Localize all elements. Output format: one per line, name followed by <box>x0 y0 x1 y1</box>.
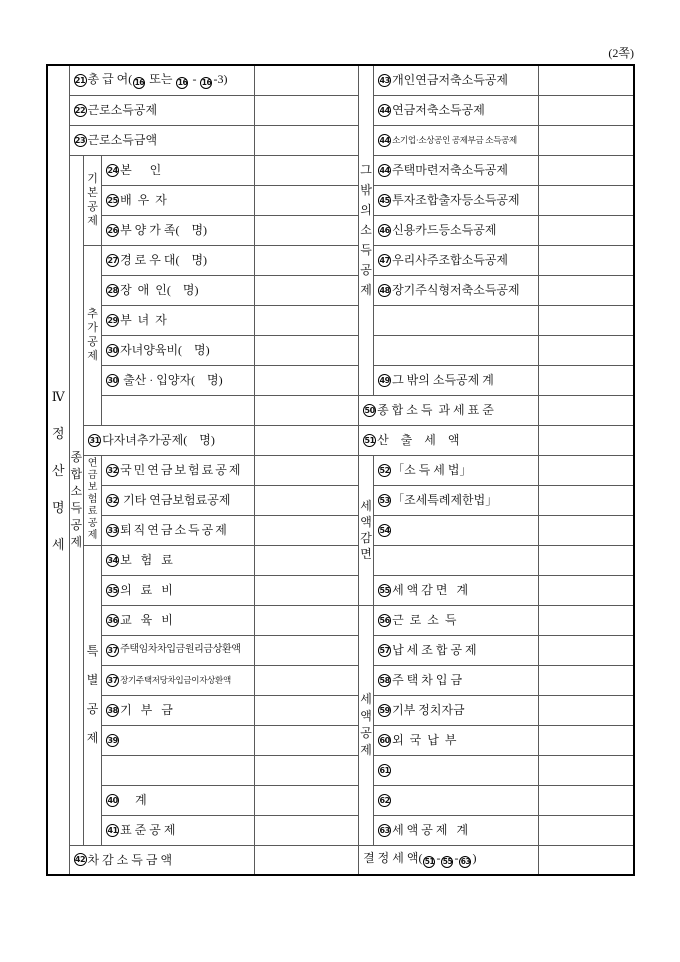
item-32-label <box>102 455 255 485</box>
circled-number-53-icon: 53 <box>379 495 390 505</box>
item-37-value <box>255 635 359 665</box>
item-59-value <box>539 695 634 725</box>
circled-number-36-icon: 36 <box>107 615 118 625</box>
item-60-label <box>374 725 539 755</box>
circled-number-38-icon: 38 <box>107 705 118 715</box>
item-24-label <box>102 155 255 185</box>
circled-number-30-icon: 30 <box>107 375 118 385</box>
settlement-sheet <box>46 64 635 876</box>
item-28-value <box>255 275 359 305</box>
item-label-text: 기 부 금 <box>120 703 173 717</box>
item-39-label <box>102 725 255 755</box>
item-41-value <box>255 815 359 845</box>
item-36-label <box>102 605 255 635</box>
item-33-label <box>102 515 255 545</box>
circled-number-16-icon: 16 <box>134 77 144 87</box>
circled-number-63-icon: 63 <box>379 825 390 835</box>
item-53-value <box>539 485 634 515</box>
item-label-text: 주택마련저축소득공제 <box>392 163 509 177</box>
circled-number-40-icon: 40 <box>107 795 118 805</box>
table-row <box>47 635 634 665</box>
circled-number-24-icon: 24 <box>107 165 118 175</box>
item-25-label <box>102 185 255 215</box>
table-row <box>47 335 634 365</box>
page-marker: (2쪽) <box>608 46 634 60</box>
circled-number-63-icon: 63 <box>460 857 471 867</box>
item-23-value <box>255 125 359 155</box>
circled-number-57-icon: 57 <box>379 645 390 655</box>
item-53-label <box>374 485 539 515</box>
item-44-2-value <box>539 155 634 185</box>
group-other-income-deduction: 그 밖의 소득공제 <box>359 65 374 395</box>
item-label-text: 장 애 인( 명) <box>120 283 199 297</box>
item-44-1-value <box>539 125 634 155</box>
item-61-label <box>374 755 539 785</box>
item-label-text: 종 합 소 득 과 세 표 준 <box>377 403 494 417</box>
group-tax-reduction: 세액감면 <box>359 455 374 605</box>
circled-number-21-icon: 21 <box>74 75 86 85</box>
item-24-value <box>255 155 359 185</box>
item-label-text: 기타 연금보험료공제 <box>120 493 231 507</box>
item-54-value <box>539 515 634 545</box>
item-52-label <box>374 455 539 485</box>
blank-value-cell <box>539 305 634 335</box>
table-row <box>47 245 634 275</box>
item-label-text: 본 인 <box>120 163 162 177</box>
circled-number-50-icon: 50 <box>364 405 375 415</box>
item-label-text: 기부 정치자금 <box>392 703 465 717</box>
item-label-text: 세 액 공 제 계 <box>392 823 469 837</box>
item-38-value <box>255 695 359 725</box>
item-42-value <box>255 845 359 875</box>
item-55-value <box>539 575 634 605</box>
table-row <box>47 395 634 425</box>
item-32-value <box>255 455 359 485</box>
circled-number-31-icon: 31 <box>89 435 100 445</box>
circled-number-37-icon: 37 <box>107 645 118 655</box>
item-58-value <box>539 665 634 695</box>
item-final-value <box>539 845 634 875</box>
item-62-label <box>374 785 539 815</box>
table-row <box>47 365 634 395</box>
item-label-text: 교 육 비 <box>120 613 173 627</box>
item-label-text: 보 험 료 <box>120 553 173 567</box>
table-row <box>47 155 634 185</box>
table-row <box>47 845 634 875</box>
circled-number-49-icon: 49 <box>379 375 390 385</box>
circled-number-37-icon: 37 <box>107 675 118 685</box>
circled-number-59-icon: 59 <box>379 705 390 715</box>
item-45-value <box>539 185 634 215</box>
item-label-text: 외 국 납 부 <box>392 733 457 747</box>
item-label-text: 「조세특례제한법」 <box>392 493 498 507</box>
settlement-table <box>46 64 635 876</box>
circled-number-44-icon: 44 <box>379 105 390 115</box>
item-label-text: 투자조합출자등소득공제 <box>392 193 520 207</box>
circled-number-45-icon: 45 <box>379 195 390 205</box>
item-26-value <box>255 215 359 245</box>
item-label-text: 개인연금저축소득공제 <box>392 73 509 88</box>
item-label-text: 주택임차차입금원리금상환액 <box>120 644 241 655</box>
item-label-text: 연금저축소득공제 <box>392 103 485 117</box>
item-label-text: 결 정 세 액( 51 - 55 - 63 ) <box>363 851 477 867</box>
table-row <box>47 305 634 335</box>
blank-label-cell <box>374 305 539 335</box>
item-46-label <box>374 215 539 245</box>
item-22-value <box>255 95 359 125</box>
item-label-text: 자녀양육비( 명) <box>120 343 210 357</box>
item-26-label <box>102 215 255 245</box>
item-label-text: 국민연금보험료공제 <box>120 463 243 477</box>
table-row <box>47 275 634 305</box>
item-47-label <box>374 245 539 275</box>
item-30-value <box>255 335 359 365</box>
circled-number-42-icon: 42 <box>74 855 86 865</box>
item-label-text: 주 택 차 입 금 <box>392 673 463 687</box>
item-44-label <box>374 95 539 125</box>
item-43-label <box>374 65 539 95</box>
group-basic-deduction: 기본공제 <box>84 155 102 245</box>
item-label-text: 표 준 공 제 <box>120 823 176 837</box>
item-label-text: 세 액 감 면 계 <box>392 583 469 597</box>
group-special-deduction: 특별공제 <box>84 545 102 845</box>
circled-number-35-icon: 35 <box>107 585 118 595</box>
blank-label-cell <box>102 395 255 425</box>
item-60-value <box>539 725 634 755</box>
item-32-1-label <box>102 485 255 515</box>
item-label-text: 경 로 우 대( 명) <box>120 253 208 267</box>
item-56-label <box>374 605 539 635</box>
blank-label-cell <box>374 545 539 575</box>
group-comprehensive-income-deduction: 종합소득공제 <box>69 155 84 845</box>
item-56-value <box>539 605 634 635</box>
table-row <box>47 575 634 605</box>
item-label-text: 계 <box>120 793 147 807</box>
circled-number-55-icon: 55 <box>379 585 390 595</box>
item-label-text: 소기업·소상공인 공제부금 소득공제 <box>392 135 517 145</box>
item-44-1-label <box>374 125 539 155</box>
circled-number-26-icon: 26 <box>107 225 118 235</box>
circled-number-34-icon: 34 <box>107 555 118 565</box>
table-row <box>47 65 634 95</box>
item-43-value <box>539 65 634 95</box>
table-row <box>47 455 634 485</box>
item-40-label <box>102 785 255 815</box>
table-row <box>47 755 634 785</box>
table-row <box>47 665 634 695</box>
item-final-label <box>359 845 539 875</box>
item-57-value <box>539 635 634 665</box>
item-label-text: 장기주택저당차입금이자상환액 <box>120 675 231 685</box>
item-55-label <box>374 575 539 605</box>
circled-number-30-icon: 30 <box>107 345 118 355</box>
item-label-text: 산 출 세 액 <box>377 433 460 447</box>
item-38-label <box>102 695 255 725</box>
item-30-1-label <box>102 365 255 395</box>
item-label-text: 총 급 여( 16 또는 16 - 16 -3) <box>87 71 228 87</box>
table-row <box>47 125 634 155</box>
circled-number-60-icon: 60 <box>379 735 390 745</box>
item-47-value <box>539 245 634 275</box>
group-pension-premium-deduction: 연금보험료공제 <box>84 455 102 545</box>
item-62-value <box>539 785 634 815</box>
blank-value-cell <box>539 545 634 575</box>
circled-number-43-icon: 43 <box>379 75 390 85</box>
blank-value-cell <box>255 395 359 425</box>
circled-number-62-icon: 62 <box>379 795 390 805</box>
item-40-value <box>255 785 359 815</box>
circled-number-16-icon: 16 <box>177 77 188 87</box>
item-29-value <box>255 305 359 335</box>
circled-number-29-icon: 29 <box>107 315 118 325</box>
item-label-text: 다자녀추가공제( 명) <box>102 433 215 447</box>
item-63-value <box>539 815 634 845</box>
item-59-label <box>374 695 539 725</box>
circled-number-27-icon: 27 <box>107 255 118 265</box>
item-31-value <box>255 425 359 455</box>
item-48-value <box>539 275 634 305</box>
item-label-text: 의 료 비 <box>120 583 173 597</box>
item-54-label <box>374 515 539 545</box>
item-46-value <box>539 215 634 245</box>
circled-number-48-icon: 48 <box>379 285 390 295</box>
item-63-label <box>374 815 539 845</box>
table-row <box>47 725 634 755</box>
item-39-value <box>255 725 359 755</box>
blank-value-cell <box>255 755 359 785</box>
item-27-value <box>255 245 359 275</box>
item-label-text: 퇴직연금소득공제 <box>120 523 229 537</box>
item-61-value <box>539 755 634 785</box>
item-44-value <box>539 95 634 125</box>
table-row <box>47 815 634 845</box>
circled-number-54-icon: 54 <box>379 525 390 535</box>
item-label-text: 근 로 소 득 <box>392 613 457 627</box>
item-label-text: 배 우 자 <box>120 193 167 207</box>
item-35-label <box>102 575 255 605</box>
item-42-label <box>69 845 255 875</box>
circled-number-39-icon: 39 <box>107 735 118 745</box>
item-37-1-label <box>102 665 255 695</box>
item-33-value <box>255 515 359 545</box>
item-21-label <box>69 65 255 95</box>
circled-number-44-icon: 44 <box>379 135 390 145</box>
circled-number-28-icon: 28 <box>107 285 118 295</box>
item-49-value <box>539 365 634 395</box>
circled-number-16-icon: 16 <box>201 77 212 87</box>
item-58-label <box>374 665 539 695</box>
circled-number-61-icon: 61 <box>379 765 390 775</box>
item-49-label <box>374 365 539 395</box>
table-row <box>47 545 634 575</box>
circled-number-46-icon: 46 <box>379 225 390 235</box>
table-row <box>47 185 634 215</box>
item-label-text: 그 밖의 소득공제 계 <box>392 373 494 387</box>
item-57-label <box>374 635 539 665</box>
item-label-text: 「소 득 세 법」 <box>392 463 472 477</box>
circled-number-32-icon: 32 <box>107 465 118 475</box>
item-37-label <box>102 635 255 665</box>
circled-number-23-icon: 23 <box>74 135 86 145</box>
item-50-value <box>539 395 634 425</box>
item-label-text: 부 녀 자 <box>120 313 167 327</box>
item-30-label <box>102 335 255 365</box>
item-label-text: 차 감 소 득 금 액 <box>87 852 173 867</box>
item-51-label <box>359 425 539 455</box>
item-44-2-label <box>374 155 539 185</box>
table-row <box>47 515 634 545</box>
group-tax-credit: 세액공제 <box>359 605 374 845</box>
item-45-label <box>374 185 539 215</box>
item-34-value <box>255 545 359 575</box>
item-29-label <box>102 305 255 335</box>
table-row <box>47 425 634 455</box>
circled-number-58-icon: 58 <box>379 675 390 685</box>
circled-number-33-icon: 33 <box>107 525 118 535</box>
circled-number-25-icon: 25 <box>107 195 118 205</box>
item-23-label <box>69 125 255 155</box>
item-30-1-value <box>255 365 359 395</box>
item-label-text: 출산 · 입양자( 명) <box>120 373 223 387</box>
blank-value-cell <box>539 335 634 365</box>
circled-number-51-icon: 51 <box>364 435 375 445</box>
item-label-text: 근로소득금액 <box>87 133 158 147</box>
item-25-value <box>255 185 359 215</box>
item-50-label <box>359 395 539 425</box>
table-row <box>47 605 634 635</box>
item-41-label <box>102 815 255 845</box>
item-51-value <box>539 425 634 455</box>
circled-number-32-icon: 32 <box>107 495 118 505</box>
item-52-value <box>539 455 634 485</box>
circled-number-56-icon: 56 <box>379 615 390 625</box>
item-36-value <box>255 605 359 635</box>
item-label-text: 신용카드등소득공제 <box>392 223 497 237</box>
circled-number-47-icon: 47 <box>379 255 390 265</box>
table-row <box>47 785 634 815</box>
item-label-text: 근로소득공제 <box>87 103 158 117</box>
table-row <box>47 695 634 725</box>
section-label-iv-settlement: Ⅳ 정산명세 <box>47 65 69 875</box>
item-label-text: 납 세 조 합 공 제 <box>392 643 477 657</box>
group-additional-deduction: 추가공제 <box>84 245 102 425</box>
item-label-text: 부 양 가 족( 명) <box>120 223 208 237</box>
item-35-value <box>255 575 359 605</box>
item-28-label <box>102 275 255 305</box>
blank-label-cell <box>374 335 539 365</box>
circled-number-52-icon: 52 <box>379 465 390 475</box>
item-label-text: 우리사주조합소득공제 <box>392 253 509 267</box>
item-32-1-value <box>255 485 359 515</box>
circled-number-55-icon: 55 <box>442 857 453 867</box>
item-37-1-value <box>255 665 359 695</box>
blank-label-cell <box>102 755 255 785</box>
item-27-label <box>102 245 255 275</box>
item-label-text: 장기주식형저축소득공제 <box>392 283 520 297</box>
circled-number-22-icon: 22 <box>74 105 86 115</box>
table-row <box>47 95 634 125</box>
circled-number-44-icon: 44 <box>379 165 390 175</box>
item-48-label <box>374 275 539 305</box>
item-31-label <box>84 425 255 455</box>
circled-number-51-icon: 51 <box>424 857 435 867</box>
circled-number-41-icon: 41 <box>107 825 118 835</box>
item-22-label <box>69 95 255 125</box>
table-row <box>47 485 634 515</box>
item-34-label <box>102 545 255 575</box>
table-row <box>47 215 634 245</box>
item-21-value <box>255 65 359 95</box>
